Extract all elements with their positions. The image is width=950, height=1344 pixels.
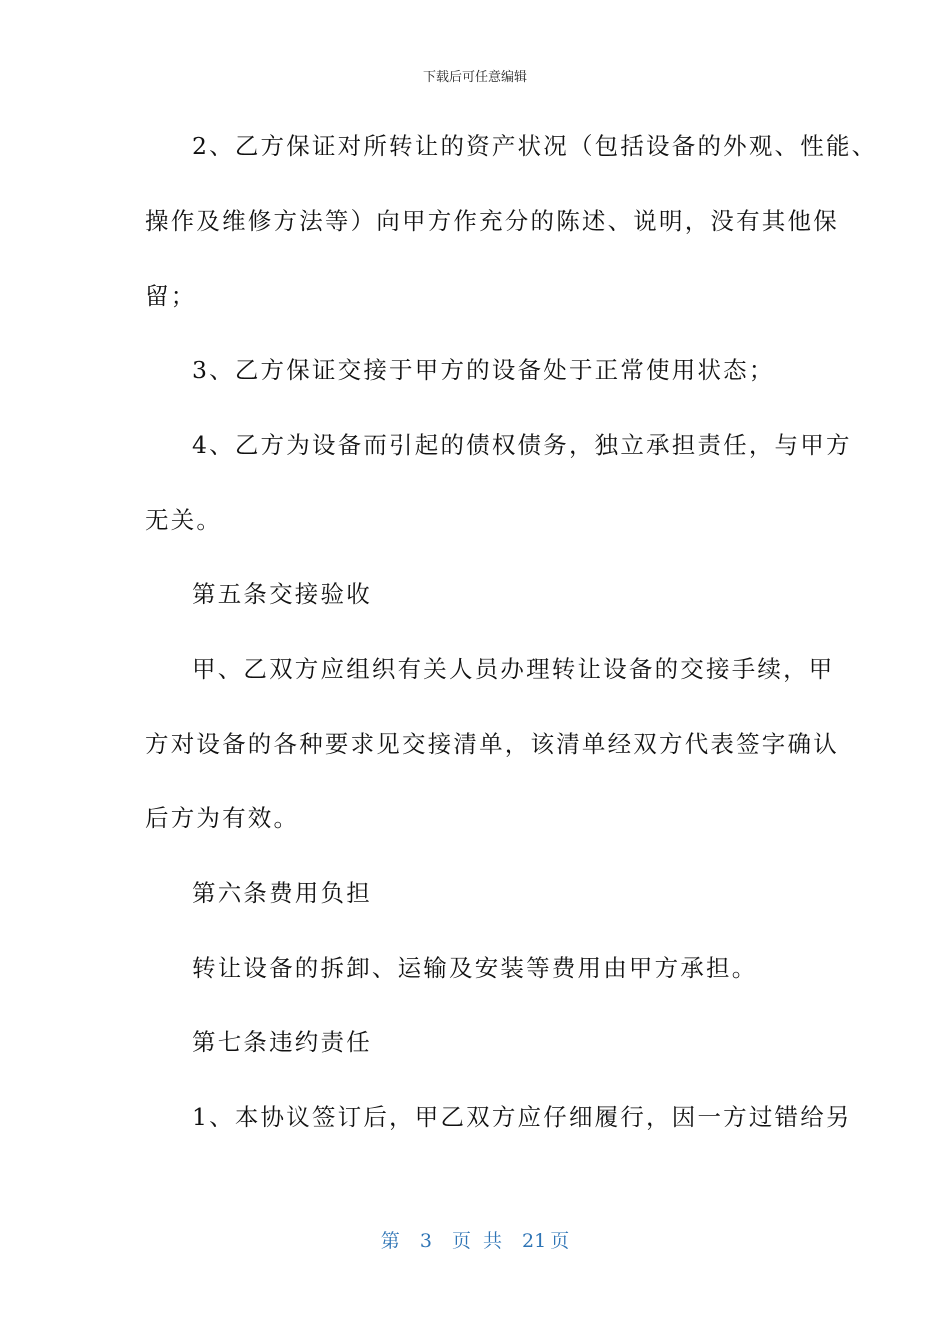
section-heading: 第七条违约责任 [192, 1028, 372, 1056]
paragraph-line: 后方为有效。 [145, 804, 300, 832]
paragraph-line: 2、乙方保证对所转让的资产状况（包括设备的外观、性能、 [192, 132, 878, 160]
paragraph-line: 转让设备的拆卸、运输及安装等费用由甲方承担。 [192, 954, 758, 982]
footer-total-pages: 21 [522, 1230, 547, 1252]
paragraph-line: 无关。 [145, 506, 223, 534]
section-heading: 第六条费用负担 [192, 879, 372, 907]
paragraph-line: 3、乙方保证交接于甲方的设备处于正常使用状态； [192, 356, 775, 384]
footer-current-page: 3 [419, 1230, 432, 1252]
paragraph-line: 1、本协议签订后，甲乙双方应仔细履行，因一方过错给另 [192, 1103, 852, 1131]
section-heading: 第五条交接验收 [192, 580, 372, 608]
page-footer [0, 1226, 950, 1253]
paragraph-line: 4、乙方为设备而引起的债权债务，独立承担责任，与甲方 [192, 431, 852, 459]
paragraph-line: 留； [145, 282, 197, 310]
paragraph-line: 方对设备的各种要求见交接清单，该清单经双方代表签字确认 [145, 730, 839, 758]
footer-prefix: 第 [380, 1230, 400, 1252]
footer-middle: 页 共 [451, 1230, 502, 1252]
paragraph-line: 操作及维修方法等）向甲方作充分的陈述、说明，没有其他保 [145, 207, 839, 235]
page-header: 下载后可任意编辑 [422, 70, 527, 85]
paragraph-line: 甲、乙双方应组织有关人员办理转让设备的交接手续，甲 [192, 655, 835, 683]
footer-suffix: 页 [550, 1230, 570, 1252]
